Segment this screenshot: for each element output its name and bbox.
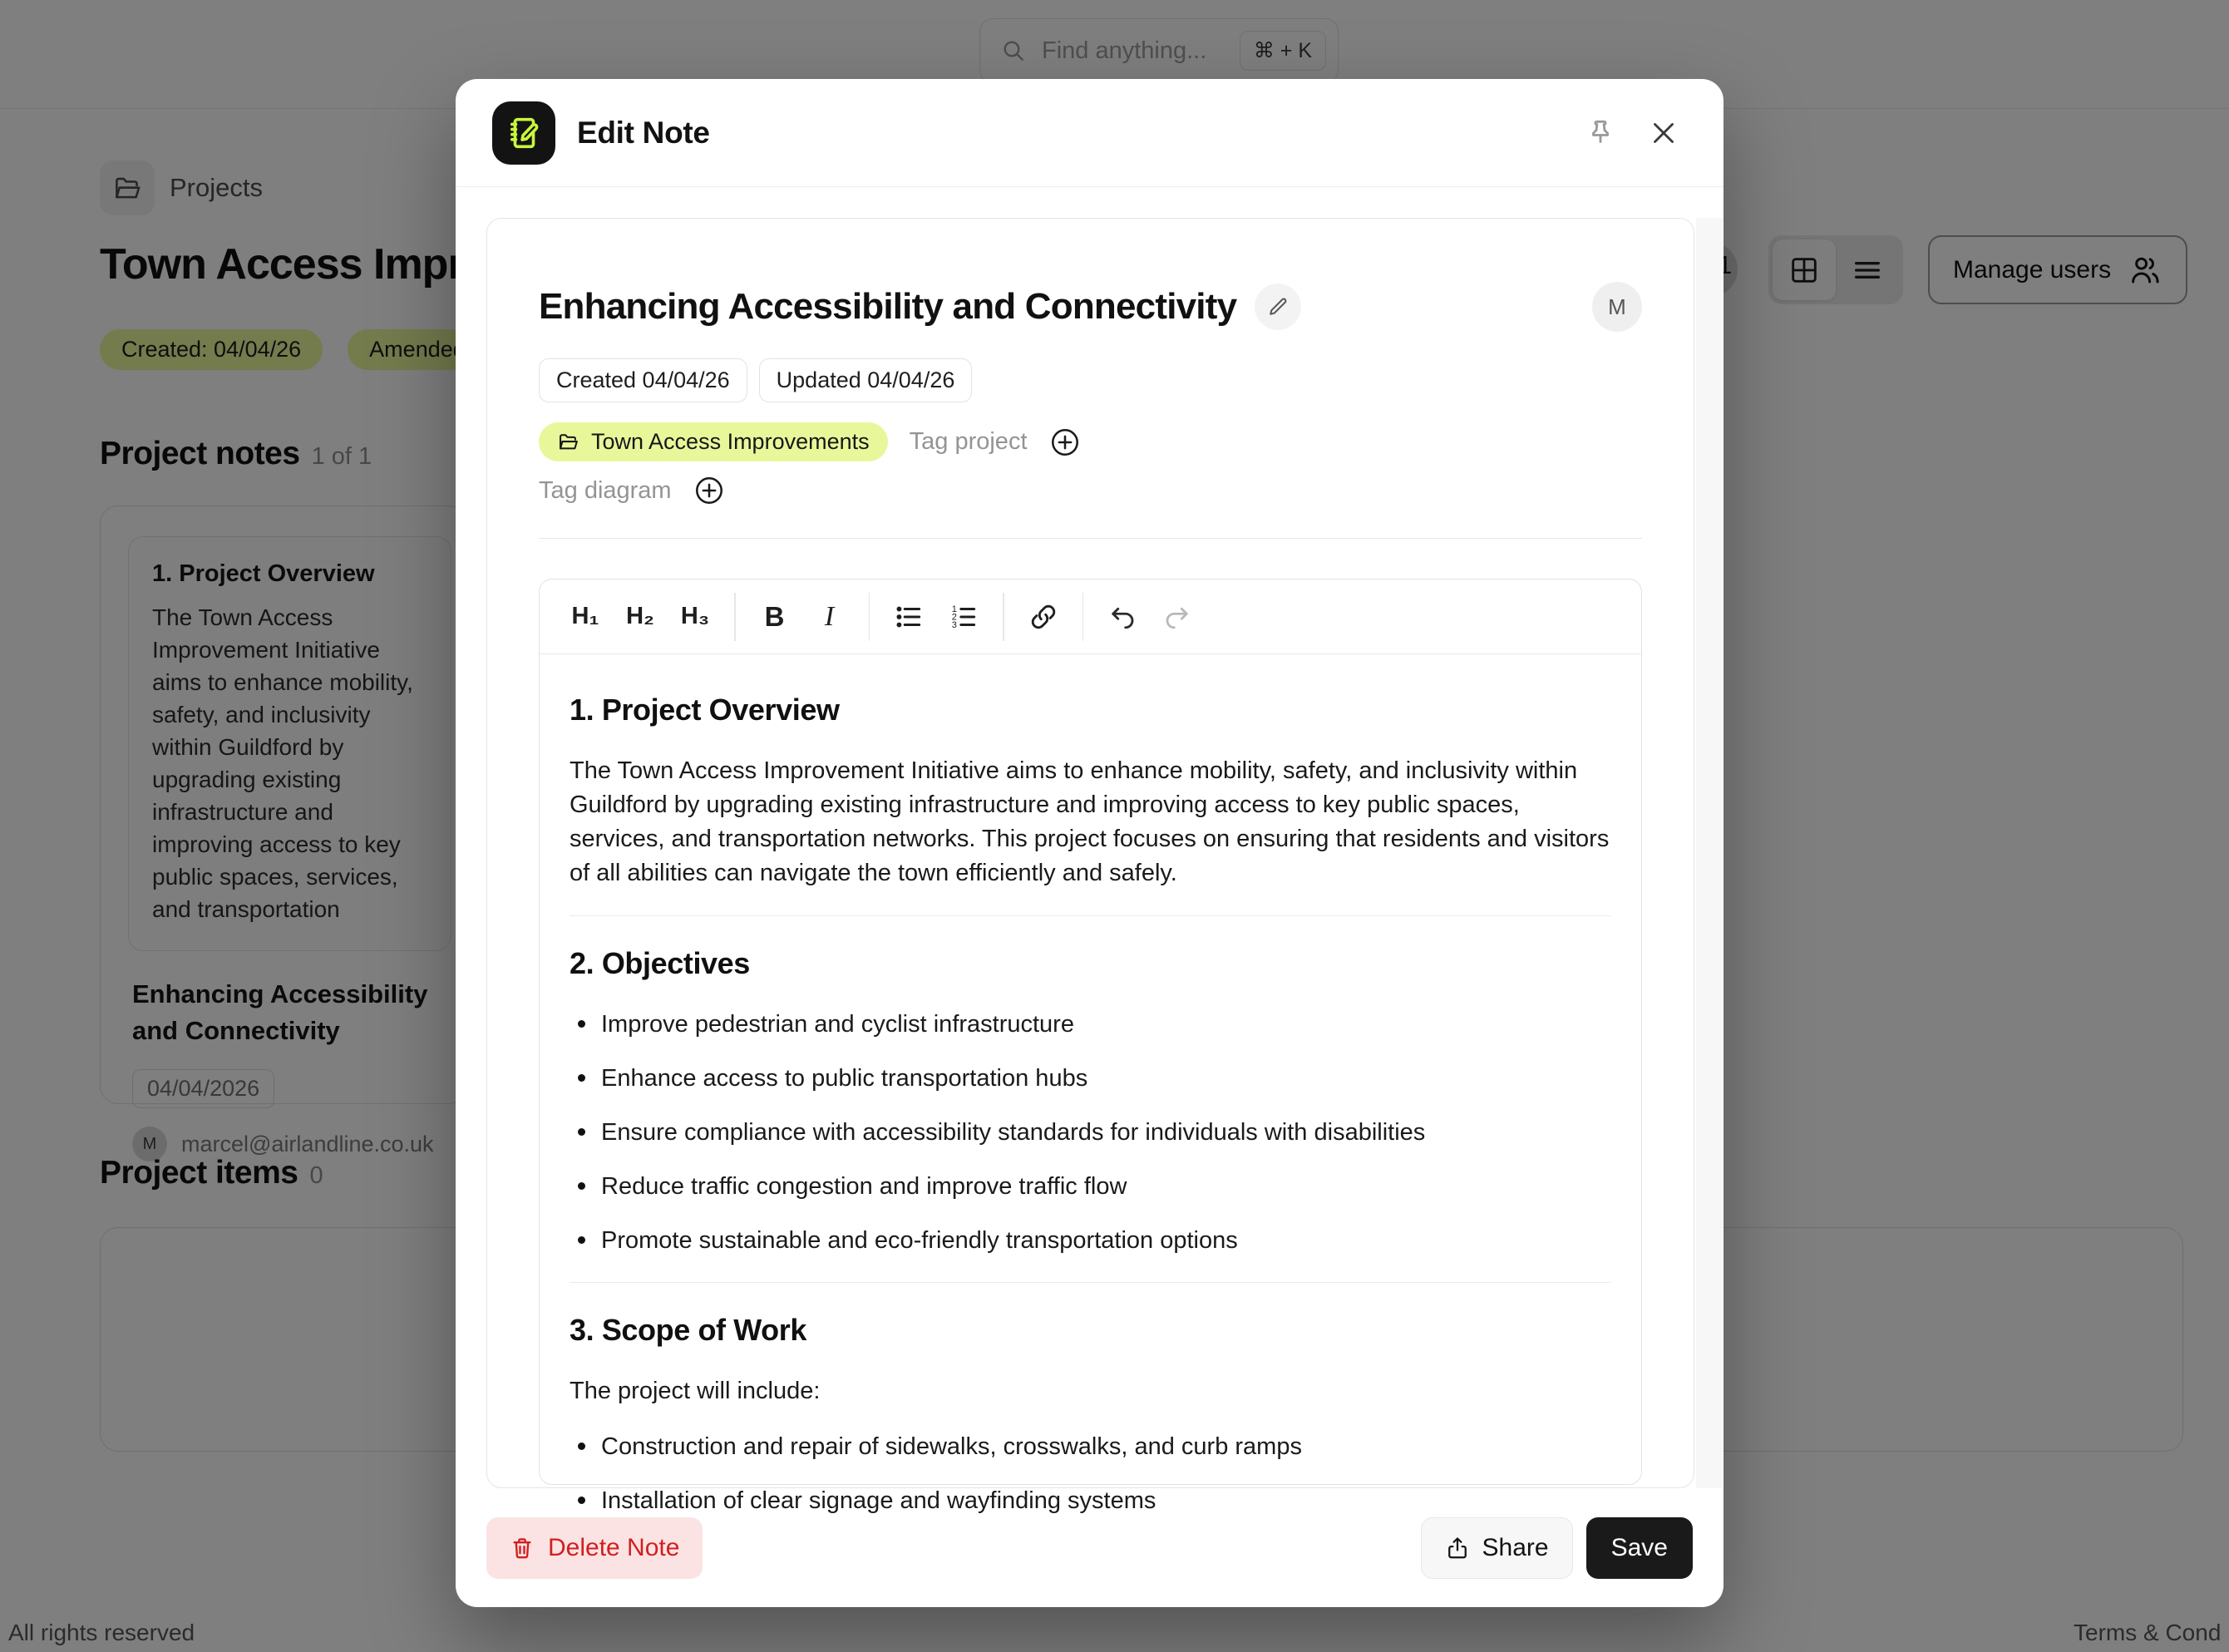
bullet-list-button[interactable] <box>881 589 936 644</box>
note-editor-card <box>486 218 1694 1514</box>
notebook-pencil-icon <box>505 114 543 152</box>
save-button[interactable]: Save <box>1586 1517 1693 1579</box>
plus-circle-icon <box>1049 427 1081 458</box>
list-item: Promote sustainable and eco-friendly transportation options <box>570 1224 1611 1257</box>
toolbar-divider <box>1082 593 1084 641</box>
list-item: Ensure compliance with accessibility standards for individuals with disabilities <box>570 1116 1611 1149</box>
redo-icon <box>1162 602 1192 632</box>
add-diagram-tag-button[interactable] <box>693 475 725 506</box>
list-item: Reduce traffic congestion and improve traffic flow <box>570 1170 1611 1203</box>
list-item: Installation of clear signage and wayfinding systems <box>570 1484 1611 1517</box>
modal-footer <box>456 1488 1724 1607</box>
modal-title: Edit Note <box>577 115 710 150</box>
note-title: Enhancing Accessibility and Connectivity <box>539 286 1237 327</box>
list-item: Construction and repair of sidewalks, crosswalks, and curb ramps <box>570 1430 1611 1463</box>
link-icon <box>1028 602 1058 632</box>
italic-button[interactable]: I <box>802 589 857 644</box>
modal-header <box>456 79 1724 187</box>
section-heading: 1. Project Overview <box>570 693 840 727</box>
svg-text:1: 1 <box>951 604 957 614</box>
trash-icon <box>510 1536 535 1561</box>
list-item: Enhance access to public transportation hubs <box>570 1062 1611 1095</box>
tags-divider <box>539 538 1642 539</box>
plus-circle-icon <box>693 475 725 506</box>
tag-project-label: Tag project <box>909 428 1028 455</box>
note-app-logo <box>492 101 555 165</box>
svg-text:2: 2 <box>951 612 957 623</box>
editor-toolbar <box>540 579 1641 654</box>
undo-icon <box>1107 602 1137 632</box>
tag-diagram-label: Tag diagram <box>539 476 672 504</box>
svg-text:3: 3 <box>951 619 957 630</box>
editor-content[interactable] <box>540 654 1641 1517</box>
list-item: Improve pedestrian and cyclist infrastructure <box>570 1008 1611 1041</box>
share-label: Share <box>1482 1533 1549 1561</box>
pencil-icon <box>1266 295 1290 318</box>
heading1-button[interactable]: H₁ <box>558 589 613 644</box>
pin-button[interactable] <box>1579 111 1622 155</box>
delete-note-label: Delete Note <box>548 1533 680 1561</box>
link-button[interactable] <box>1016 589 1071 644</box>
edit-title-button[interactable] <box>1255 284 1301 330</box>
section-divider <box>570 915 1611 916</box>
modal-scrollbar[interactable] <box>1696 218 1723 1488</box>
delete-note-button[interactable] <box>486 1517 703 1579</box>
toolbar-divider <box>1003 593 1004 641</box>
numbered-list-icon <box>948 601 979 633</box>
rich-text-editor <box>539 579 1642 1514</box>
toolbar-divider <box>734 593 736 641</box>
pin-icon <box>1584 116 1617 150</box>
close-button[interactable] <box>1644 113 1684 153</box>
heading2-button[interactable]: H₂ <box>613 589 668 644</box>
toolbar-divider <box>869 593 870 641</box>
updated-badge: Updated 04/04/26 <box>759 358 973 402</box>
redo-button[interactable] <box>1150 589 1205 644</box>
project-tag-label: Town Access Improvements <box>591 429 870 454</box>
avatar: M <box>1592 282 1642 332</box>
folder-icon <box>557 431 579 453</box>
heading3-button[interactable]: H₃ <box>668 589 722 644</box>
objectives-list <box>570 1008 1611 1257</box>
add-project-tag-button[interactable] <box>1049 427 1081 458</box>
edit-note-modal <box>456 79 1724 1607</box>
undo-button[interactable] <box>1095 589 1150 644</box>
section-paragraph: The Town Access Improvement Initiative aims to enhance mobility, safety, and inclusivity within Guildford by upgrading existing infrastructure and improving access to key public spaces, services, and transportation networks. This project focuses on ensuring that residents and visitors of all abilities can navigate the town efficiently and safely. <box>570 757 1610 886</box>
project-tag-chip[interactable] <box>539 422 888 461</box>
created-badge: Created 04/04/26 <box>539 358 747 402</box>
bullet-list-icon <box>893 601 925 633</box>
close-icon <box>1649 118 1679 148</box>
bold-button[interactable]: B <box>747 589 802 644</box>
share-button[interactable] <box>1421 1517 1573 1579</box>
section-paragraph: The project will include: <box>570 1378 821 1404</box>
section-heading: 2. Objectives <box>570 946 750 980</box>
numbered-list-button[interactable] <box>936 589 991 644</box>
share-icon <box>1445 1536 1470 1561</box>
section-divider <box>570 1282 1611 1283</box>
section-heading: 3. Scope of Work <box>570 1313 806 1347</box>
